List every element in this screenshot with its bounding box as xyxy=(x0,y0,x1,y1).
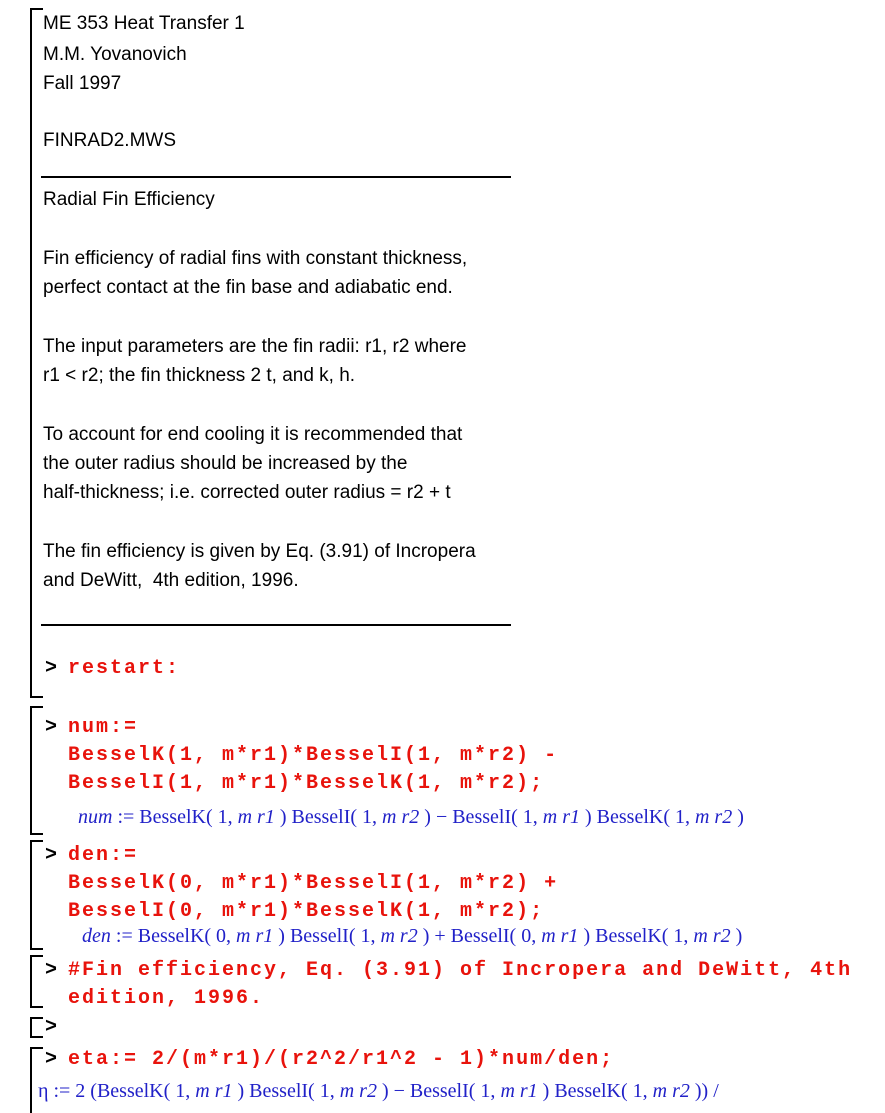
output-eta: η := 2 (BesselK( 1, m r1 ) BesselI( 1, m r2 ) − BesselI( 1, m r1 ) BesselK( 1, m r2 )) / xyxy=(38,1080,719,1102)
maple-prompt: > xyxy=(45,657,58,680)
input-line-num-2[interactable] xyxy=(45,744,558,767)
output-den: den := BesselK( 0, m r1 ) BesselI( 1, m r2 ) + BesselI( 0, m r1 ) BesselK( 1, m r2 ) xyxy=(82,925,743,947)
maple-prompt: > xyxy=(45,844,58,867)
execution-group-comment xyxy=(30,955,883,1008)
code-den-1: den:= xyxy=(68,844,139,867)
input-line-restart[interactable] xyxy=(45,657,180,680)
input-line-num-3[interactable] xyxy=(45,772,544,795)
paragraph-line: The fin efficiency is given by Eq. (3.91) of Incropera xyxy=(43,541,476,562)
section-title: Radial Fin Efficiency xyxy=(43,189,215,210)
code-num-3: BesselI(1, m*r1)*BesselK(1, m*r2); xyxy=(68,772,545,795)
paragraph-line: To account for end cooling it is recommended that xyxy=(43,424,463,445)
group-bracket xyxy=(30,840,43,950)
code-eta: eta:= 2/(m*r1)/(r2^2/r1^2 - 1)*num/den; xyxy=(68,1048,615,1071)
input-line-eta[interactable] xyxy=(45,1048,614,1071)
code-den-3: BesselI(0, m*r1)*BesselK(1, m*r2); xyxy=(68,900,545,923)
separator-line xyxy=(41,176,511,178)
code-den-2: BesselK(0, m*r1)*BesselI(1, m*r2) + xyxy=(68,872,559,895)
paragraph-line: perfect contact at the fin base and adiabatic end. xyxy=(43,277,453,298)
group-bracket xyxy=(30,706,43,835)
maple-prompt: > xyxy=(45,1016,58,1039)
input-line-den-2[interactable] xyxy=(45,872,558,895)
paragraph-line: The input parameters are the fin radii: r1, r2 where xyxy=(43,336,467,357)
maple-prompt: > xyxy=(45,716,58,739)
input-line-num-1[interactable] xyxy=(45,716,138,739)
paragraph-line: the outer radius should be increased by the xyxy=(43,453,408,474)
group-bracket xyxy=(30,1017,43,1038)
code-comment-1: #Fin efficiency, Eq. (3.91) of Incropera and DeWitt, 4th xyxy=(68,959,853,982)
input-line-den-3[interactable] xyxy=(45,900,544,923)
paragraph-line: and DeWitt, 4th edition, 1996. xyxy=(43,570,299,591)
execution-group-empty xyxy=(30,1017,883,1038)
filename: FINRAD2.MWS xyxy=(43,130,176,151)
input-line-den-1[interactable] xyxy=(45,844,138,867)
code-restart: restart: xyxy=(68,657,181,680)
header-line-course: ME 353 Heat Transfer 1 xyxy=(43,13,245,34)
execution-group-den xyxy=(30,840,883,950)
group-bracket xyxy=(30,955,43,1008)
header-line-author: M.M. Yovanovich xyxy=(43,44,187,65)
code-num-1: num:= xyxy=(68,716,139,739)
execution-group-eta xyxy=(30,1047,883,1113)
separator-line xyxy=(41,624,511,626)
maple-prompt: > xyxy=(45,1048,58,1071)
execution-group-intro xyxy=(30,8,883,698)
paragraph-line: r1 < r2; the fin thickness 2 t, and k, h. xyxy=(43,365,356,386)
output-num: num := BesselK( 1, m r1 ) BesselI( 1, m r2 ) − BesselI( 1, m r1 ) BesselK( 1, m r2 ) xyxy=(78,806,744,828)
group-bracket xyxy=(30,8,43,698)
paragraph-line: half-thickness; i.e. corrected outer radius = r2 + t xyxy=(43,482,451,503)
code-num-2: BesselK(1, m*r1)*BesselI(1, m*r2) - xyxy=(68,744,559,767)
paragraph-line: Fin efficiency of radial fins with constant thickness, xyxy=(43,248,468,269)
input-line-comment-1[interactable] xyxy=(45,959,852,982)
input-line-comment-2[interactable] xyxy=(45,987,264,1010)
header-line-term: Fall 1997 xyxy=(43,73,122,94)
input-line-empty[interactable] xyxy=(45,1016,68,1039)
maple-prompt: > xyxy=(45,959,58,982)
execution-group-num xyxy=(30,706,883,835)
code-comment-2: edition, 1996. xyxy=(68,987,265,1010)
